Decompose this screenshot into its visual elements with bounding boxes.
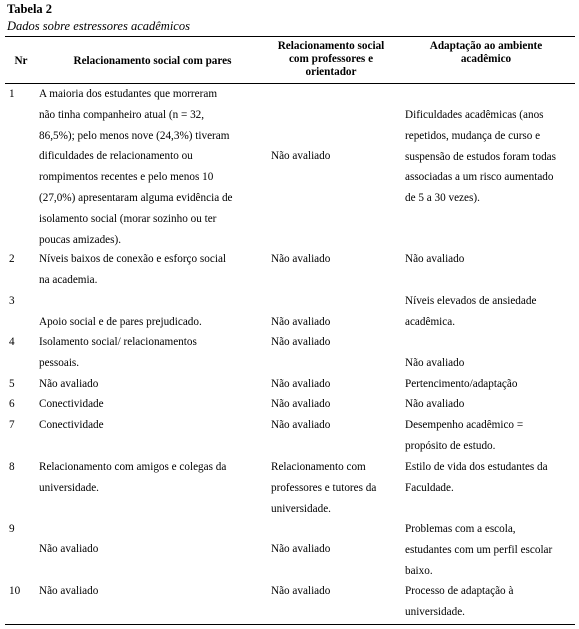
row-adapt: Não avaliado xyxy=(405,357,465,369)
header-pares: Relacionamento social com pares xyxy=(73,55,232,67)
row-pares: Não avaliado xyxy=(39,585,99,597)
row-nr: 7 xyxy=(9,419,15,431)
row-prof: Não avaliado xyxy=(271,378,331,390)
row-prof: Não avaliado xyxy=(271,316,331,328)
bottom-rule xyxy=(5,624,575,625)
row-nr: 9 xyxy=(9,523,15,535)
header-prof: Relacionamento social com professores e orientador xyxy=(277,40,385,78)
table-subtitle: Dados sobre estressores acadêmicos xyxy=(7,19,190,33)
row-adapt: Dificuldades acadêmicas (anos repetidos, mudança de curso e suspensão de estudos foram todas associadas a um risco aumentado de 5 a 30 vezes). xyxy=(405,109,557,205)
row-prof: Não avaliado xyxy=(271,543,331,555)
row-nr: 4 xyxy=(9,336,15,348)
row-nr: 6 xyxy=(9,398,15,410)
row-nr: 8 xyxy=(9,461,15,473)
row-adapt: Desempenho acadêmico = propósito de estudo. xyxy=(405,419,524,452)
row-adapt: Problemas com a escola, estudantes com um perfil escolar baixo. xyxy=(405,523,553,577)
row-adapt: Não avaliado xyxy=(405,398,465,410)
row-prof: Não avaliado xyxy=(271,585,331,597)
row-nr: 3 xyxy=(9,295,15,307)
table-title: Tabela 2 xyxy=(7,2,53,16)
row-adapt: Processo de adaptação à universidade. xyxy=(405,585,514,618)
row-adapt: Pertencimento/adaptação xyxy=(405,378,518,390)
row-prof: Relacionamento com professores e tutores da universidade. xyxy=(271,461,377,515)
row-pares: Não avaliado xyxy=(39,378,99,390)
row-pares: Não avaliado xyxy=(39,543,99,555)
row-nr: 5 xyxy=(9,378,15,390)
row-prof: Não avaliado xyxy=(271,253,331,265)
header-nr: Nr xyxy=(14,55,28,67)
header-adapt: Adaptação ao ambiente acadêmico xyxy=(429,40,543,65)
row-nr: 10 xyxy=(9,585,21,597)
row-pares: Apoio social e de pares prejudicado. xyxy=(39,316,202,328)
row-prof: Não avaliado xyxy=(271,419,331,431)
row-pares: Níveis baixos de conexão e esforço social na academia. xyxy=(39,253,227,286)
row-nr: 1 xyxy=(9,88,15,100)
row-adapt: Não avaliado xyxy=(405,253,465,265)
row-pares: Relacionamento com amigos e colegas da universidade. xyxy=(39,461,227,494)
row-prof: Não avaliado xyxy=(271,398,331,410)
row-prof: Não avaliado xyxy=(271,336,331,348)
row-pares: A maioria dos estudantes que morreram não tinha companheiro atual (n = 32, 86,5%); pelo menos nove (24,3%) tiveram dificuldades de relacionamento ou rompimentos recentes e pelo menos 10 (27,0%) apresentaram alguma evidência de isolamento social (morar sozinho ou ter poucas amizades). xyxy=(39,88,233,246)
row-adapt: Níveis elevados de ansiedade acadêmica. xyxy=(405,295,537,328)
row-pares: Conectividade xyxy=(39,419,104,431)
row-pares: Conectividade xyxy=(39,398,104,410)
row-nr: 2 xyxy=(9,253,15,265)
row-pares: Isolamento social/ relacionamentos pessoais. xyxy=(39,336,197,369)
row-adapt: Estilo de vida dos estudantes da Faculdade. xyxy=(405,461,548,494)
row-prof: Não avaliado xyxy=(271,150,331,162)
top-rule xyxy=(5,36,575,37)
